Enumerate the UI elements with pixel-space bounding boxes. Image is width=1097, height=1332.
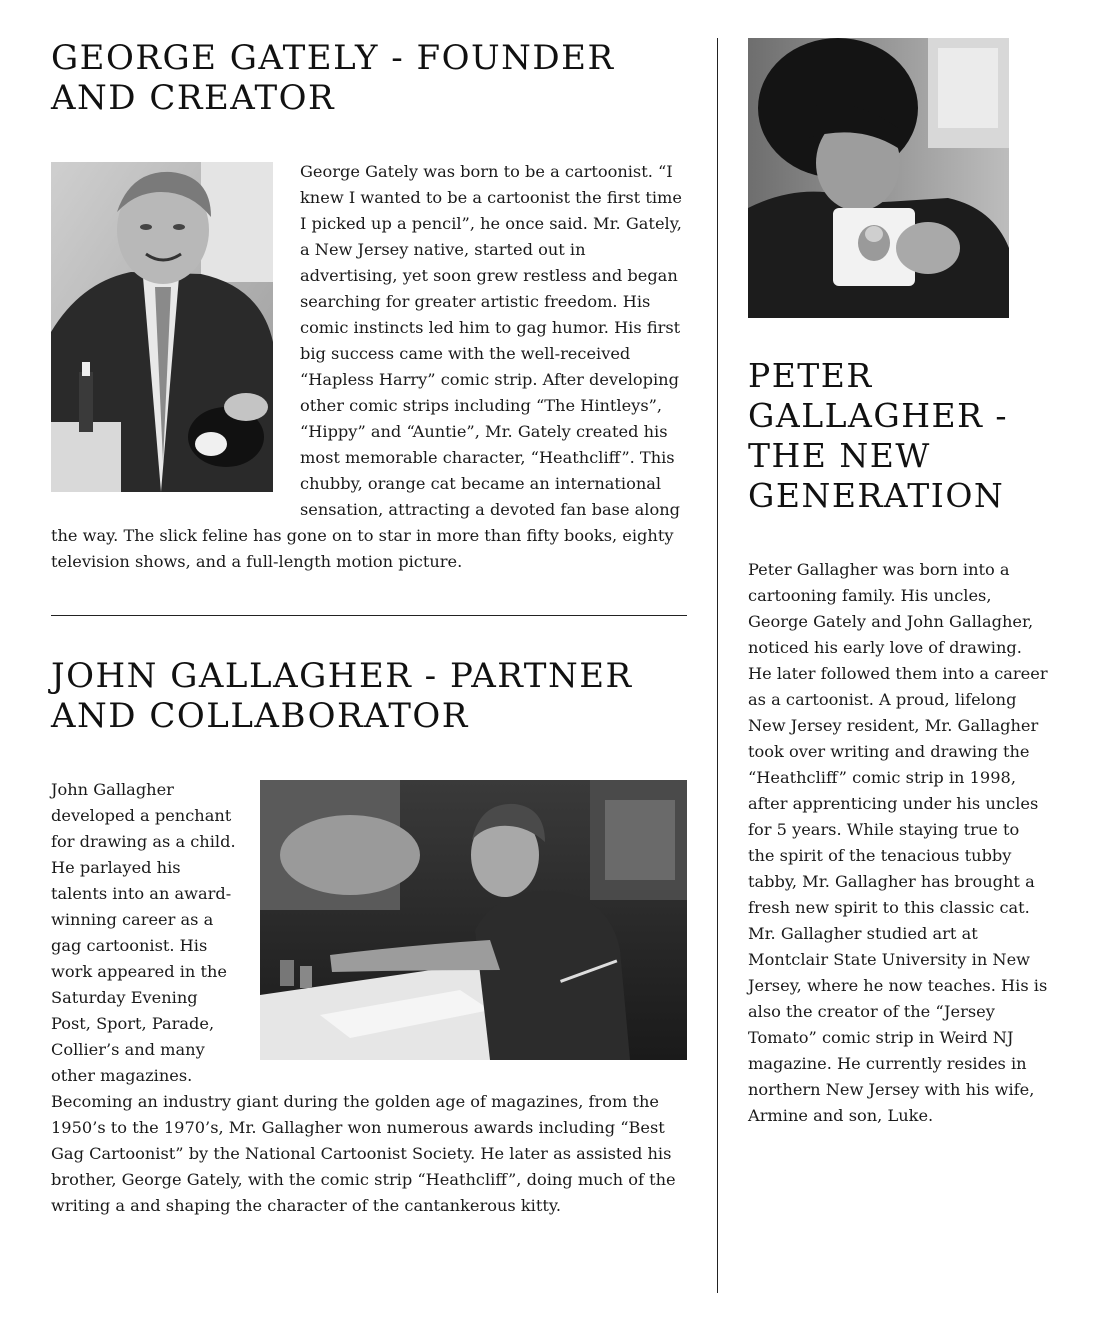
george-gately-photo <box>51 162 273 492</box>
george-gately-section <box>51 38 687 575</box>
george-gately-title: GEORGE GATELY - FOUNDER AND CREATOR <box>51 38 615 118</box>
column-divider <box>717 38 718 1293</box>
john-gallagher-title: JOHN GALLAGHER - PARTNER AND COLLABORATOR <box>51 656 633 736</box>
john-gallagher-photo <box>260 780 687 1060</box>
right-column <box>748 38 1048 1129</box>
george-gately-bio: George Gately was born to be a cartoonist. “I knew I wanted to be a cartoonist the first time I picked up a pencil”, he once said. Mr. Gately, a New Jersey native, started out in advertising, yet soon grew restless and began searching for greater artistic freedom. His comic instincts led him to gag humor. His first big success came with the well-received “Hapless Harry” comic strip. After developing other comic strips including “The Hintleys”, “Hippy” and “Auntie”, Mr. Gately created his most memorable character, “Heathcliff”. This chubby, orange cat became an international sensation, attracting a devoted fan base along the way. The slick feline has gone on to star in more than fifty books, eighty television shows, and a full-length motion picture. <box>51 162 682 571</box>
john-gallagher-section <box>51 656 687 1219</box>
peter-gallagher-bio: Peter Gallagher was born into a cartooning family. His uncles, George Gately and John Gallagher, noticed his early love of drawing. He later followed them into a career as a cartoonist. A proud, lifelong New Jersey resident, Mr. Gallagher took over writing and drawing the “Heathcliff” comic strip in 1998, after apprenticing under his uncles for 5 years. While staying true to the spirit of the tenacious tubby tabby, Mr. Gallagher has brought a fresh new spirit to this classic cat. Mr. Gallagher studied art at Montclair State University in New Jersey, where he now teaches. His is also the creator of the “Jersey Tomato” comic strip in Weird NJ magazine. He currently resides in northern New Jersey with his wife, Armine and son, Luke. <box>748 560 1048 1125</box>
peter-gallagher-section <box>748 38 1048 1129</box>
john-gallagher-bio: John Gallagher developed a penchant for drawing as a child. He parlayed his talents into an award-winning career as a gag cartoonist. His work appeared in the Saturday Evening Post, Sport, Parade, Collier’s and many other magazines. Becoming an industry giant during the golden age of magazines, from the 1950’s to the 1970’s, Mr. Gallagher won numerous awards including “Best Gag Cartoonist” by the National Cartoonist Society. He later as assisted his brother, George Gately, with the comic strip “Heathcliff”, doing much of the writing a and shaping the character of the cantankerous kitty. <box>51 780 676 1215</box>
peter-gallagher-title: PETER GALLAGHER - THE NEW GENERATION <box>748 356 1009 515</box>
peter-gallagher-photo <box>748 38 1009 318</box>
left-column <box>51 38 687 1219</box>
